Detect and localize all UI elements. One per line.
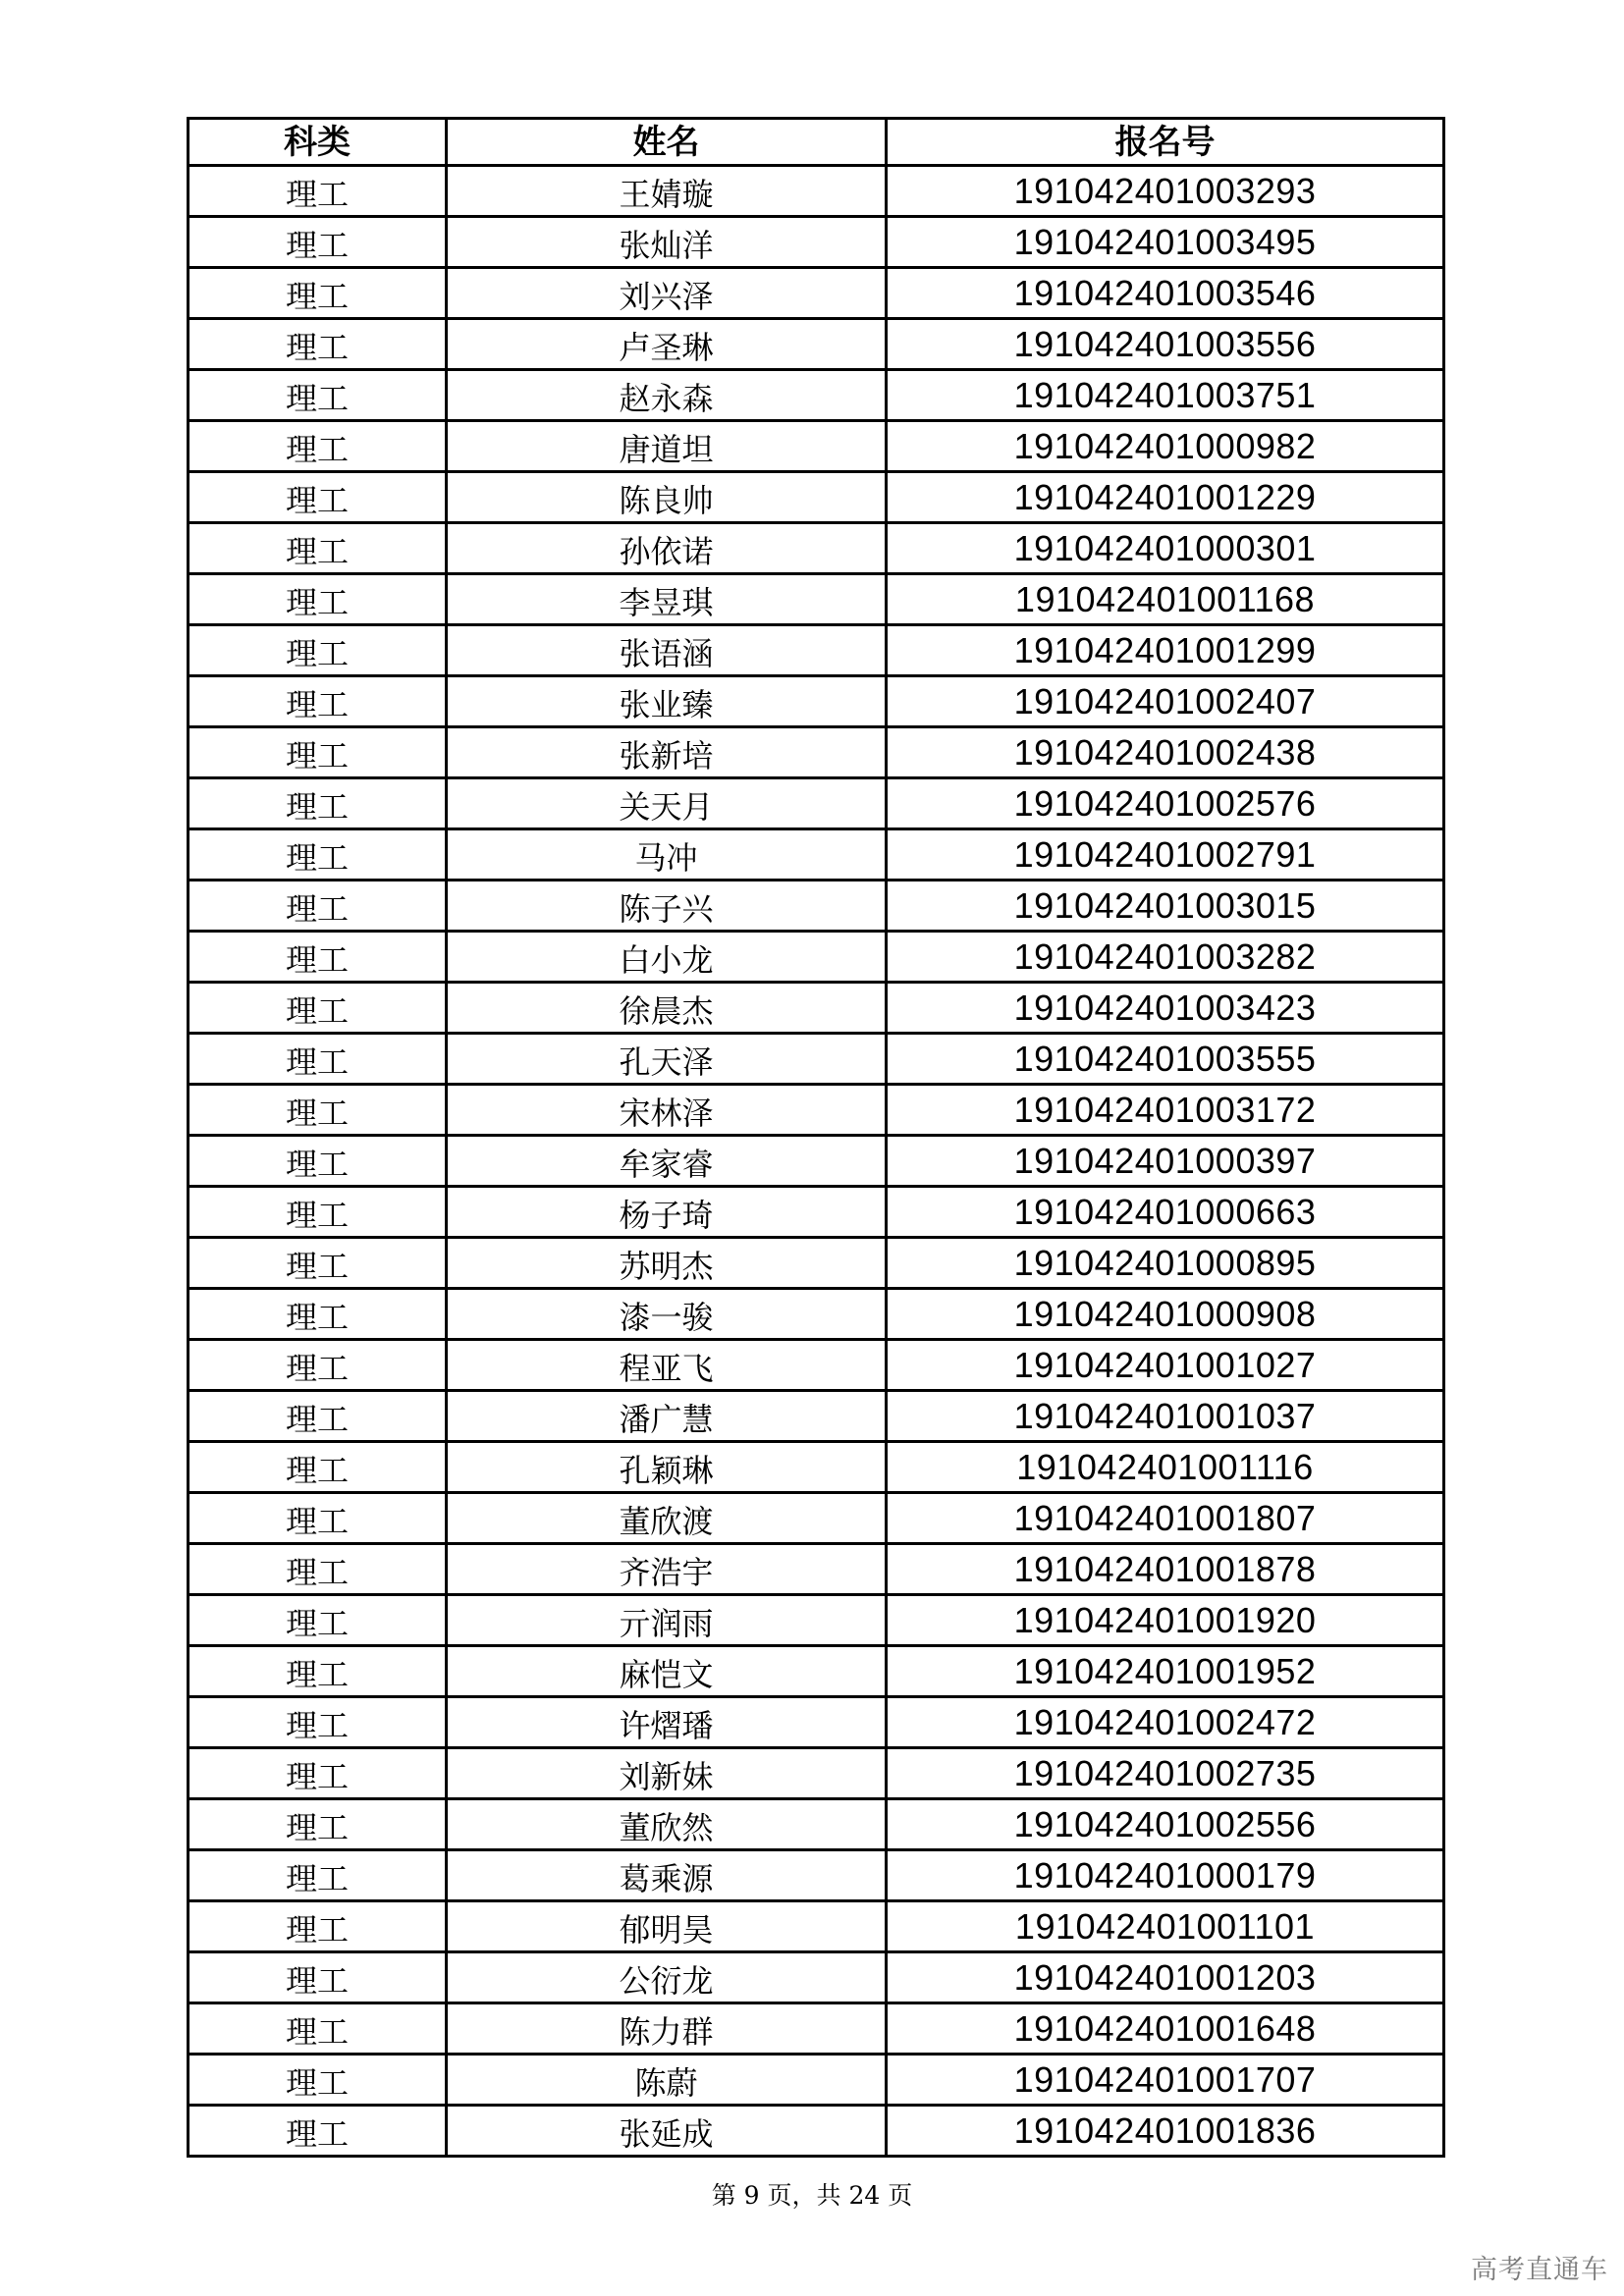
category-cell: 理工 [189, 1238, 447, 1289]
name-cell: 潘广慧 [447, 1391, 887, 1442]
header-name: 姓名 [447, 119, 887, 166]
name-cell: 张业臻 [447, 676, 887, 727]
name-cell: 关天月 [447, 778, 887, 829]
table-row [189, 676, 1444, 727]
name-cell: 许熠璠 [447, 1697, 887, 1748]
name-cell: 葛乘源 [447, 1850, 887, 1901]
name-cell: 孔天泽 [447, 1034, 887, 1085]
header-registration-number: 报名号 [887, 119, 1444, 166]
name-cell: 王婧璇 [447, 166, 887, 217]
registration-number-cell: 191042401001229 [887, 472, 1444, 523]
name-cell: 刘新妹 [447, 1748, 887, 1799]
table-header-row [189, 119, 1444, 166]
name-cell: 陈良帅 [447, 472, 887, 523]
registration-number-cell: 191042401001807 [887, 1493, 1444, 1544]
registration-number-cell: 191042401001116 [887, 1442, 1444, 1493]
name-cell: 刘兴泽 [447, 268, 887, 319]
table-row [189, 1085, 1444, 1136]
table-row [189, 472, 1444, 523]
name-cell: 张灿洋 [447, 217, 887, 268]
category-cell: 理工 [189, 983, 447, 1034]
registration-number-cell: 191042401001168 [887, 574, 1444, 625]
category-cell: 理工 [189, 676, 447, 727]
name-cell: 赵永森 [447, 370, 887, 421]
category-cell: 理工 [189, 2003, 447, 2055]
category-cell: 理工 [189, 1391, 447, 1442]
registration-number-cell: 191042401000982 [887, 421, 1444, 472]
registration-number-cell: 191042401002791 [887, 829, 1444, 881]
registration-number-cell: 191042401003293 [887, 166, 1444, 217]
table-row [189, 881, 1444, 932]
table-row [189, 370, 1444, 421]
category-cell: 理工 [189, 268, 447, 319]
category-cell: 理工 [189, 778, 447, 829]
category-cell: 理工 [189, 1748, 447, 1799]
registration-number-cell: 191042401003555 [887, 1034, 1444, 1085]
table-row [189, 1238, 1444, 1289]
registration-number-cell: 191042401002438 [887, 727, 1444, 778]
registration-number-cell: 191042401002735 [887, 1748, 1444, 1799]
registration-number-cell: 191042401001027 [887, 1340, 1444, 1391]
table-row [189, 1391, 1444, 1442]
category-cell: 理工 [189, 932, 447, 983]
table-row [189, 1442, 1444, 1493]
category-cell: 理工 [189, 1340, 447, 1391]
registration-number-cell: 191042401002407 [887, 676, 1444, 727]
category-cell: 理工 [189, 319, 447, 370]
category-cell: 理工 [189, 2106, 447, 2157]
registration-number-cell: 191042401001037 [887, 1391, 1444, 1442]
registration-number-cell: 191042401001920 [887, 1595, 1444, 1646]
table-row [189, 2055, 1444, 2106]
table-row [189, 1136, 1444, 1187]
table-row [189, 1544, 1444, 1595]
category-cell: 理工 [189, 370, 447, 421]
registration-number-cell: 191042401003495 [887, 217, 1444, 268]
category-cell: 理工 [189, 166, 447, 217]
name-cell: 马冲 [447, 829, 887, 881]
name-cell: 苏明杰 [447, 1238, 887, 1289]
category-cell: 理工 [189, 217, 447, 268]
category-cell: 理工 [189, 2055, 447, 2106]
name-cell: 陈力群 [447, 2003, 887, 2055]
table-row [189, 1340, 1444, 1391]
table-row [189, 523, 1444, 574]
name-cell: 麻恺文 [447, 1646, 887, 1697]
registration-number-cell: 191042401000179 [887, 1850, 1444, 1901]
category-cell: 理工 [189, 574, 447, 625]
category-cell: 理工 [189, 625, 447, 676]
name-cell: 亓润雨 [447, 1595, 887, 1646]
registration-number-cell: 191042401000301 [887, 523, 1444, 574]
name-cell: 程亚飞 [447, 1340, 887, 1391]
name-cell: 孙依诺 [447, 523, 887, 574]
table-row [189, 1187, 1444, 1238]
name-cell: 董欣渡 [447, 1493, 887, 1544]
registration-number-cell: 191042401003015 [887, 881, 1444, 932]
header-category: 科类 [189, 119, 447, 166]
name-cell: 牟家睿 [447, 1136, 887, 1187]
category-cell: 理工 [189, 1901, 447, 1952]
table-row [189, 1952, 1444, 2003]
name-cell: 齐浩宇 [447, 1544, 887, 1595]
name-cell: 张新培 [447, 727, 887, 778]
registration-number-cell: 191042401000908 [887, 1289, 1444, 1340]
name-cell: 张语涵 [447, 625, 887, 676]
registration-number-cell: 191042401003556 [887, 319, 1444, 370]
name-cell: 张延成 [447, 2106, 887, 2157]
table-row [189, 778, 1444, 829]
category-cell: 理工 [189, 881, 447, 932]
table-row [189, 932, 1444, 983]
category-cell: 理工 [189, 1136, 447, 1187]
table-row [189, 217, 1444, 268]
category-cell: 理工 [189, 1595, 447, 1646]
table-row [189, 1595, 1444, 1646]
name-cell: 宋林泽 [447, 1085, 887, 1136]
table-row [189, 421, 1444, 472]
registration-number-cell: 191042401003546 [887, 268, 1444, 319]
table-row [189, 1493, 1444, 1544]
table-row [189, 166, 1444, 217]
name-cell: 陈蔚 [447, 2055, 887, 2106]
table-body [189, 166, 1444, 2157]
name-cell: 杨子琦 [447, 1187, 887, 1238]
name-cell: 孔颖琳 [447, 1442, 887, 1493]
table-row [189, 319, 1444, 370]
name-cell: 董欣然 [447, 1799, 887, 1850]
table-row [189, 574, 1444, 625]
name-cell: 漆一骏 [447, 1289, 887, 1340]
table-row [189, 1646, 1444, 1697]
registration-number-cell: 191042401001952 [887, 1646, 1444, 1697]
category-cell: 理工 [189, 1187, 447, 1238]
registration-number-cell: 191042401002576 [887, 778, 1444, 829]
category-cell: 理工 [189, 1952, 447, 2003]
registration-number-cell: 191042401003282 [887, 932, 1444, 983]
category-cell: 理工 [189, 1085, 447, 1136]
name-cell: 陈子兴 [447, 881, 887, 932]
registration-number-cell: 191042401003423 [887, 983, 1444, 1034]
table-row [189, 268, 1444, 319]
table-row [189, 1799, 1444, 1850]
category-cell: 理工 [189, 1850, 447, 1901]
name-cell: 李昱琪 [447, 574, 887, 625]
category-cell: 理工 [189, 829, 447, 881]
registration-number-cell: 191042401001203 [887, 1952, 1444, 2003]
category-cell: 理工 [189, 1493, 447, 1544]
category-cell: 理工 [189, 727, 447, 778]
roster-table [187, 117, 1445, 2158]
category-cell: 理工 [189, 1646, 447, 1697]
name-cell: 唐道坦 [447, 421, 887, 472]
category-cell: 理工 [189, 1799, 447, 1850]
table-row [189, 1850, 1444, 1901]
category-cell: 理工 [189, 1289, 447, 1340]
registration-number-cell: 191042401003172 [887, 1085, 1444, 1136]
registration-number-cell: 191042401000895 [887, 1238, 1444, 1289]
registration-number-cell: 191042401001101 [887, 1901, 1444, 1952]
table-row [189, 829, 1444, 881]
registration-number-cell: 191042401002556 [887, 1799, 1444, 1850]
registration-number-cell: 191042401001648 [887, 2003, 1444, 2055]
category-cell: 理工 [189, 421, 447, 472]
registration-number-cell: 191042401001299 [887, 625, 1444, 676]
category-cell: 理工 [189, 1034, 447, 1085]
registration-number-cell: 191042401003751 [887, 370, 1444, 421]
table-row [189, 983, 1444, 1034]
table-row [189, 625, 1444, 676]
category-cell: 理工 [189, 1442, 447, 1493]
table-row [189, 727, 1444, 778]
name-cell: 白小龙 [447, 932, 887, 983]
table-row [189, 2003, 1444, 2055]
category-cell: 理工 [189, 1697, 447, 1748]
table-row [189, 1289, 1444, 1340]
category-cell: 理工 [189, 523, 447, 574]
registration-number-cell: 191042401001836 [887, 2106, 1444, 2157]
category-cell: 理工 [189, 1544, 447, 1595]
registration-number-cell: 191042401001707 [887, 2055, 1444, 2106]
table-row [189, 1697, 1444, 1748]
table-row [189, 1748, 1444, 1799]
name-cell: 卢圣琳 [447, 319, 887, 370]
name-cell: 公衍龙 [447, 1952, 887, 2003]
table-row [189, 1034, 1444, 1085]
registration-number-cell: 191042401000663 [887, 1187, 1444, 1238]
registration-number-cell: 191042401002472 [887, 1697, 1444, 1748]
category-cell: 理工 [189, 472, 447, 523]
registration-number-cell: 191042401000397 [887, 1136, 1444, 1187]
name-cell: 郁明昊 [447, 1901, 887, 1952]
table-row [189, 1901, 1444, 1952]
watermark: 高考直通车 [1471, 2255, 1608, 2285]
page-indicator: 第 9 页，共 24 页 [711, 2181, 913, 2210]
registration-number-cell: 191042401001878 [887, 1544, 1444, 1595]
table-row [189, 2106, 1444, 2157]
name-cell: 徐晨杰 [447, 983, 887, 1034]
